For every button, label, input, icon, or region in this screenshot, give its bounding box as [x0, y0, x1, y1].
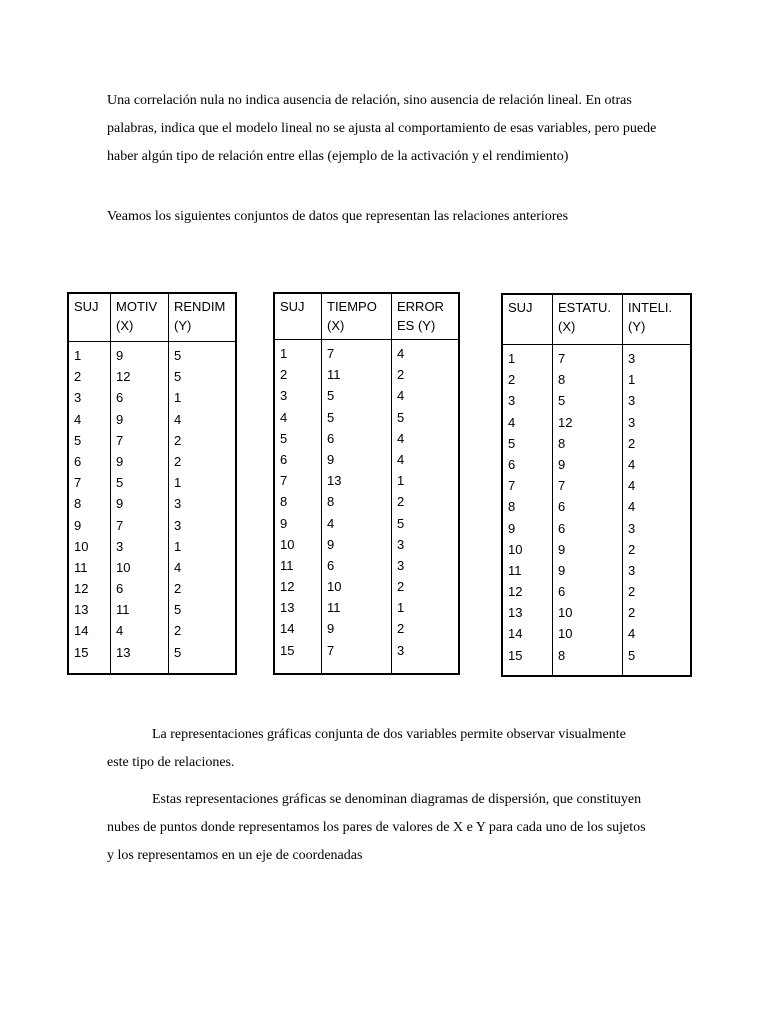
column-x	[322, 294, 392, 673]
table-cell: 15	[74, 644, 89, 660]
column-header: SUJ	[69, 294, 110, 342]
table-cell: 1	[397, 600, 405, 616]
table-cell: 10	[558, 605, 573, 621]
table-cell: 10	[327, 579, 342, 595]
table-cell: 7	[116, 517, 124, 533]
table-cell: 3	[116, 538, 124, 554]
paragraph-intro: Una correlación nula no indica ausencia de relación, sino ausencia de relación lineal. En otras palabras, indica que el modelo lineal no se ajusta al comportamiento de esas variables, pero puede haber algún tipo de relación entre ellas (ejemplo de la activación y el rendimiento)	[107, 93, 657, 164]
table-cell: 9	[116, 496, 124, 512]
table-cell: 5	[628, 647, 636, 663]
column-header: MOTIV (X)	[111, 294, 168, 342]
table-cell: 14	[280, 621, 295, 637]
column-y	[169, 294, 235, 673]
table-cell: 2	[397, 621, 405, 637]
table-cell: 3	[628, 414, 636, 430]
table-cell: 10	[74, 538, 89, 554]
table-cell: 7	[508, 478, 516, 494]
table-cell: 4	[116, 623, 124, 639]
table-cell: 7	[74, 475, 82, 491]
table-cell: 3	[397, 557, 405, 573]
table-cell: 4	[174, 559, 182, 575]
table-cell: 3	[628, 393, 636, 409]
table-cell: 2	[628, 584, 636, 600]
table-cell: 4	[397, 451, 405, 467]
table-cell: 1	[508, 351, 516, 366]
column-header: INTELI. (Y)	[623, 295, 690, 345]
table-cell: 8	[280, 494, 288, 510]
column-header: TIEMPO (X)	[322, 294, 391, 340]
table-cell: 13	[280, 600, 295, 616]
table-motiv-rendim	[67, 292, 237, 675]
table-cell: 2	[174, 453, 182, 469]
table-cell: 11	[116, 602, 130, 618]
table-tiempo-errores	[273, 292, 460, 675]
paragraph-graphic-repr: La representaciones gráficas conjunta de dos variables permite observar visualmente este tipo de relaciones.	[107, 727, 626, 770]
table-cell: 1	[280, 346, 288, 361]
table-cell: 13	[116, 644, 131, 660]
table-cell: 4	[327, 515, 335, 531]
table-cell: 1	[174, 538, 182, 554]
table-cell: 15	[280, 642, 295, 658]
table-cell: 4	[74, 411, 82, 427]
table-cell: 1	[628, 372, 636, 388]
paragraph-scatter-diagrams: Estas representaciones gráficas se denominan diagramas de dispersión, que constituyen nubes de puntos donde representamos los pares de valores de X e Y para cada uno de los sujetos y los representamos en un eje de coordenadas	[107, 792, 646, 863]
table-cell: 9	[508, 520, 516, 536]
table-cell: 4	[397, 388, 405, 404]
table-cell: 7	[327, 346, 335, 361]
table-cell: 8	[74, 496, 82, 512]
table-cell: 5	[558, 393, 566, 409]
table-cell: 3	[628, 351, 636, 366]
table-cell: 9	[74, 517, 82, 533]
column-suj	[503, 295, 553, 675]
table-cell: 4	[628, 478, 636, 494]
table-cell: 3	[174, 517, 182, 533]
column-x	[553, 295, 623, 675]
table-cell: 8	[558, 647, 566, 663]
table-cell: 5	[74, 432, 82, 448]
column-header: SUJ	[275, 294, 321, 340]
table-cell: 13	[74, 602, 89, 618]
table-cell: 2	[74, 369, 82, 385]
table-cell: 9	[558, 541, 566, 557]
table-cell: 7	[327, 642, 335, 658]
table-cell: 5	[508, 435, 516, 451]
table-cell: 8	[558, 372, 566, 388]
column-y	[392, 294, 458, 673]
table-cell: 3	[397, 642, 405, 658]
table-cell: 9	[116, 453, 124, 469]
table-cell: 2	[174, 432, 182, 448]
table-cell: 12	[508, 584, 523, 600]
table-cell: 7	[558, 351, 566, 366]
table-cell: 1	[74, 348, 82, 363]
table-cell: 2	[628, 435, 636, 451]
column-header: ESTATU. (X)	[553, 295, 622, 345]
table-cell: 2	[174, 623, 182, 639]
table-cell: 5	[327, 409, 335, 425]
table-cell: 9	[327, 621, 335, 637]
table-cell: 11	[74, 559, 88, 575]
table-cell: 4	[397, 430, 405, 446]
table-cell: 3	[508, 393, 516, 409]
paragraph-datasets: Veamos los siguientes conjuntos de datos que representan las relaciones anteriores	[107, 209, 569, 224]
table-cell: 14	[508, 626, 523, 642]
table-cell: 1	[174, 390, 182, 406]
column-x	[111, 294, 169, 673]
table-cell: 5	[116, 475, 124, 491]
column-y	[623, 295, 690, 675]
table-cell: 2	[397, 367, 405, 383]
table-cell: 8	[327, 494, 335, 510]
column-header: SUJ	[503, 295, 552, 345]
table-cell: 1	[397, 473, 405, 489]
table-cell: 10	[116, 559, 131, 575]
table-cell: 13	[508, 605, 523, 621]
table-cell: 10	[508, 541, 523, 557]
table-cell: 6	[116, 390, 124, 406]
table-cell: 12	[558, 414, 573, 430]
table-cell: 5	[397, 515, 405, 531]
table-cell: 2	[174, 581, 182, 597]
table-cell: 5	[174, 644, 182, 660]
table-cell: 4	[628, 456, 636, 472]
table-cell: 6	[558, 499, 566, 515]
table-cell: 7	[116, 432, 124, 448]
table-cell: 6	[74, 453, 82, 469]
table-cell: 2	[628, 605, 636, 621]
table-cell: 7	[558, 478, 566, 494]
table-cell: 6	[558, 520, 566, 536]
table-cell: 11	[327, 367, 341, 383]
table-cell: 4	[628, 626, 636, 642]
table-cell: 8	[558, 435, 566, 451]
table-cell: 9	[116, 411, 124, 427]
table-cell: 2	[508, 372, 516, 388]
column-header: RENDIM (Y)	[169, 294, 235, 342]
table-cell: 2	[397, 579, 405, 595]
table-cell: 10	[280, 536, 295, 552]
table-cell: 2	[280, 367, 288, 383]
table-cell: 3	[74, 390, 82, 406]
table-cell: 14	[74, 623, 89, 639]
table-cell: 6	[327, 430, 335, 446]
table-cell: 3	[280, 388, 288, 404]
table-cell: 5	[397, 409, 405, 425]
table-cell: 3	[174, 496, 182, 512]
table-cell: 4	[397, 346, 405, 361]
column-suj	[69, 294, 111, 673]
table-cell: 11	[508, 562, 522, 578]
table-cell: 4	[280, 409, 288, 425]
table-cell: 12	[280, 579, 295, 595]
table-cell: 6	[558, 584, 566, 600]
table-cell: 12	[74, 581, 89, 597]
table-cell: 3	[628, 520, 636, 536]
table-cell: 4	[508, 414, 516, 430]
table-cell: 5	[327, 388, 335, 404]
table-cell: 4	[174, 411, 182, 427]
table-cell: 3	[397, 536, 405, 552]
table-cell: 6	[116, 581, 124, 597]
table-cell: 6	[280, 451, 288, 467]
table-cell: 9	[558, 456, 566, 472]
table-cell: 15	[508, 647, 523, 663]
table-estatu-inteli	[501, 293, 692, 677]
table-cell: 8	[508, 499, 516, 515]
column-suj	[275, 294, 322, 673]
table-cell: 5	[174, 369, 182, 385]
table-cell: 5	[174, 602, 182, 618]
table-cell: 6	[327, 557, 335, 573]
table-cell: 7	[280, 473, 288, 489]
table-cell: 5	[280, 430, 288, 446]
table-cell: 3	[628, 562, 636, 578]
table-cell: 12	[116, 369, 131, 385]
table-cell: 2	[397, 494, 405, 510]
table-cell: 11	[280, 557, 294, 573]
table-cell: 9	[280, 515, 288, 531]
table-cell: 4	[628, 499, 636, 515]
table-cell: 9	[327, 451, 335, 467]
table-cell: 9	[558, 562, 566, 578]
table-cell: 11	[327, 600, 341, 616]
table-cell: 6	[508, 456, 516, 472]
table-cell: 10	[558, 626, 573, 642]
table-cell: 5	[174, 348, 182, 363]
column-header: ERROR ES (Y)	[392, 294, 458, 340]
table-cell: 2	[628, 541, 636, 557]
table-cell: 13	[327, 473, 342, 489]
table-cell: 1	[174, 475, 182, 491]
table-cell: 9	[327, 536, 335, 552]
table-cell: 9	[116, 348, 124, 363]
